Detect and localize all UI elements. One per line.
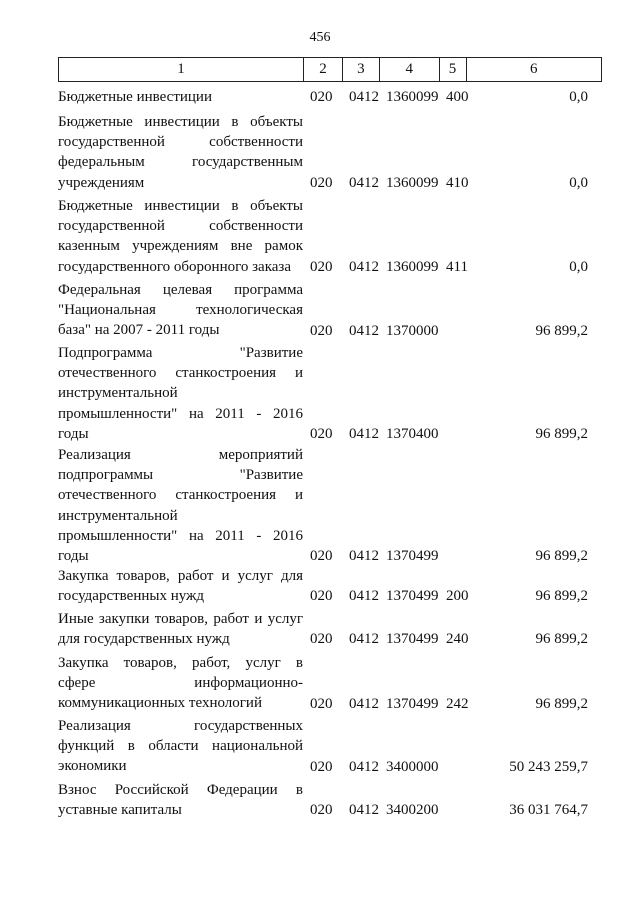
description-line: государственного оборонного заказа <box>58 258 292 275</box>
row-description <box>58 653 303 714</box>
target-article-code: 1370000 <box>386 322 439 339</box>
ministry-code: 020 <box>310 548 333 565</box>
header-col-1: 1 <box>177 61 185 77</box>
description-line: промышленности" на 2011 - 2016 <box>58 405 303 422</box>
expense-type-code: 411 <box>446 258 468 275</box>
description-line: государственной собственности <box>58 218 303 235</box>
target-article-code: 1370499 <box>386 548 439 565</box>
section-code: 0412 <box>349 758 379 775</box>
amount: 96 899,2 <box>535 588 588 605</box>
target-article-code: 1370400 <box>386 426 439 442</box>
section-code: 0412 <box>349 426 379 442</box>
header-col-6: 6 <box>466 58 602 81</box>
table-row <box>58 445 602 566</box>
description-line: Реализация мероприятий <box>58 447 303 463</box>
ministry-code: 020 <box>310 174 333 191</box>
amount: 96 899,2 <box>535 322 588 339</box>
table-row <box>58 716 602 777</box>
description-line: государственных нужд <box>58 588 205 605</box>
section-code: 0412 <box>349 588 379 605</box>
amount: 0,0 <box>569 174 588 191</box>
description-line: отечественного станкостроения и <box>58 487 303 504</box>
description-line: промышленности" на 2011 - 2016 <box>58 527 303 544</box>
description-line: инструментальной <box>58 507 178 524</box>
section-code: 0412 <box>349 802 379 819</box>
section-code: 0412 <box>349 89 379 106</box>
ministry-code: 020 <box>310 758 333 775</box>
row-description <box>58 566 303 606</box>
target-article-code: 1360099 <box>386 89 439 106</box>
expense-type-code: 410 <box>446 174 469 191</box>
description-line: Бюджетные инвестиции в объекты <box>58 114 303 130</box>
expense-type-code: 240 <box>446 631 469 648</box>
description-line: Бюджетные инвестиции в объекты <box>58 198 303 214</box>
description-line: Бюджетные инвестиции <box>58 89 212 105</box>
expense-type-code: 200 <box>446 588 469 605</box>
row-description <box>58 445 303 566</box>
amount: 50 243 259,7 <box>509 758 588 775</box>
table-row <box>58 343 602 444</box>
description-line: Федеральная целевая программа <box>58 282 303 298</box>
description-line: функций в области национальной <box>58 738 303 755</box>
description-line: Подпрограмма "Развитие <box>58 345 303 361</box>
table-row <box>58 653 602 714</box>
description-line: уставные капиталы <box>58 802 182 819</box>
description-line: экономики <box>58 758 127 775</box>
header-col-5: 5 <box>439 58 466 81</box>
expense-type-code: 400 <box>446 89 469 106</box>
target-article-code: 1360099 <box>386 174 439 191</box>
amount: 0,0 <box>569 89 588 106</box>
description-line: федеральным государственным <box>58 154 303 171</box>
target-article-code: 3400200 <box>386 802 439 819</box>
description-line: Реализация государственных <box>58 718 303 734</box>
table-row <box>58 609 602 649</box>
header-col-2: 2 <box>303 58 342 81</box>
section-code: 0412 <box>349 322 379 339</box>
amount: 96 899,2 <box>535 631 588 648</box>
row-description <box>58 780 303 820</box>
table-row <box>58 780 602 820</box>
table-row <box>58 112 602 193</box>
ministry-code: 020 <box>310 426 333 442</box>
page-number: 456 <box>309 30 331 45</box>
expense-type-code: 242 <box>446 695 469 712</box>
table-header <box>58 57 602 82</box>
description-line: Взнос Российской Федерации в <box>58 782 303 798</box>
description-line: подпрограммы "Развитие <box>58 467 303 484</box>
description-line: отечественного станкостроения и <box>58 365 303 382</box>
row-description <box>58 716 303 777</box>
header-col-3: 3 <box>342 58 379 81</box>
description-line: Закупка товаров, работ и услуг для <box>58 568 303 584</box>
target-article-code: 1370499 <box>386 631 439 648</box>
ministry-code: 020 <box>310 695 333 712</box>
ministry-code: 020 <box>310 89 333 106</box>
description-line: для государственных нужд <box>58 631 230 648</box>
target-article-code: 1370499 <box>386 588 439 605</box>
row-description <box>58 196 303 277</box>
row-description <box>58 609 303 649</box>
ministry-code: 020 <box>310 631 333 648</box>
row-description <box>58 112 303 193</box>
description-line: Закупка товаров, работ, услуг в <box>58 655 303 671</box>
description-line: инструментальной <box>58 385 178 402</box>
row-description <box>58 87 303 107</box>
description-line: учреждениям <box>58 174 145 191</box>
section-code: 0412 <box>349 631 379 648</box>
table-row <box>58 280 602 341</box>
target-article-code: 1370499 <box>386 695 439 712</box>
table-row <box>58 87 602 107</box>
description-line: база" на 2007 - 2011 годы <box>58 322 220 339</box>
ministry-code: 020 <box>310 588 333 605</box>
header-col-4: 4 <box>379 58 439 81</box>
table-row <box>58 566 602 606</box>
section-code: 0412 <box>349 174 379 191</box>
section-code: 0412 <box>349 695 379 712</box>
section-code: 0412 <box>349 258 379 275</box>
description-line: годы <box>58 425 89 442</box>
ministry-code: 020 <box>310 802 333 819</box>
description-line: Иные закупки товаров, работ и услуг <box>58 611 303 627</box>
amount: 0,0 <box>569 258 588 275</box>
description-line: сфере информационно- <box>58 675 303 692</box>
amount: 96 899,2 <box>535 548 588 565</box>
ministry-code: 020 <box>310 322 333 339</box>
target-article-code: 1360099 <box>386 258 439 275</box>
row-description <box>58 343 303 444</box>
amount: 36 031 764,7 <box>509 802 588 819</box>
description-line: казенным учреждениям вне рамок <box>58 238 303 255</box>
description-line: годы <box>58 548 89 565</box>
description-line: государственной собственности <box>58 134 303 151</box>
row-description <box>58 280 303 341</box>
section-code: 0412 <box>349 548 379 565</box>
target-article-code: 3400000 <box>386 758 439 775</box>
description-line: коммуникационных технологий <box>58 695 262 712</box>
amount: 96 899,2 <box>535 426 588 442</box>
ministry-code: 020 <box>310 258 333 275</box>
table-row <box>58 196 602 277</box>
description-line: "Национальная технологическая <box>58 302 303 319</box>
amount: 96 899,2 <box>535 695 588 712</box>
